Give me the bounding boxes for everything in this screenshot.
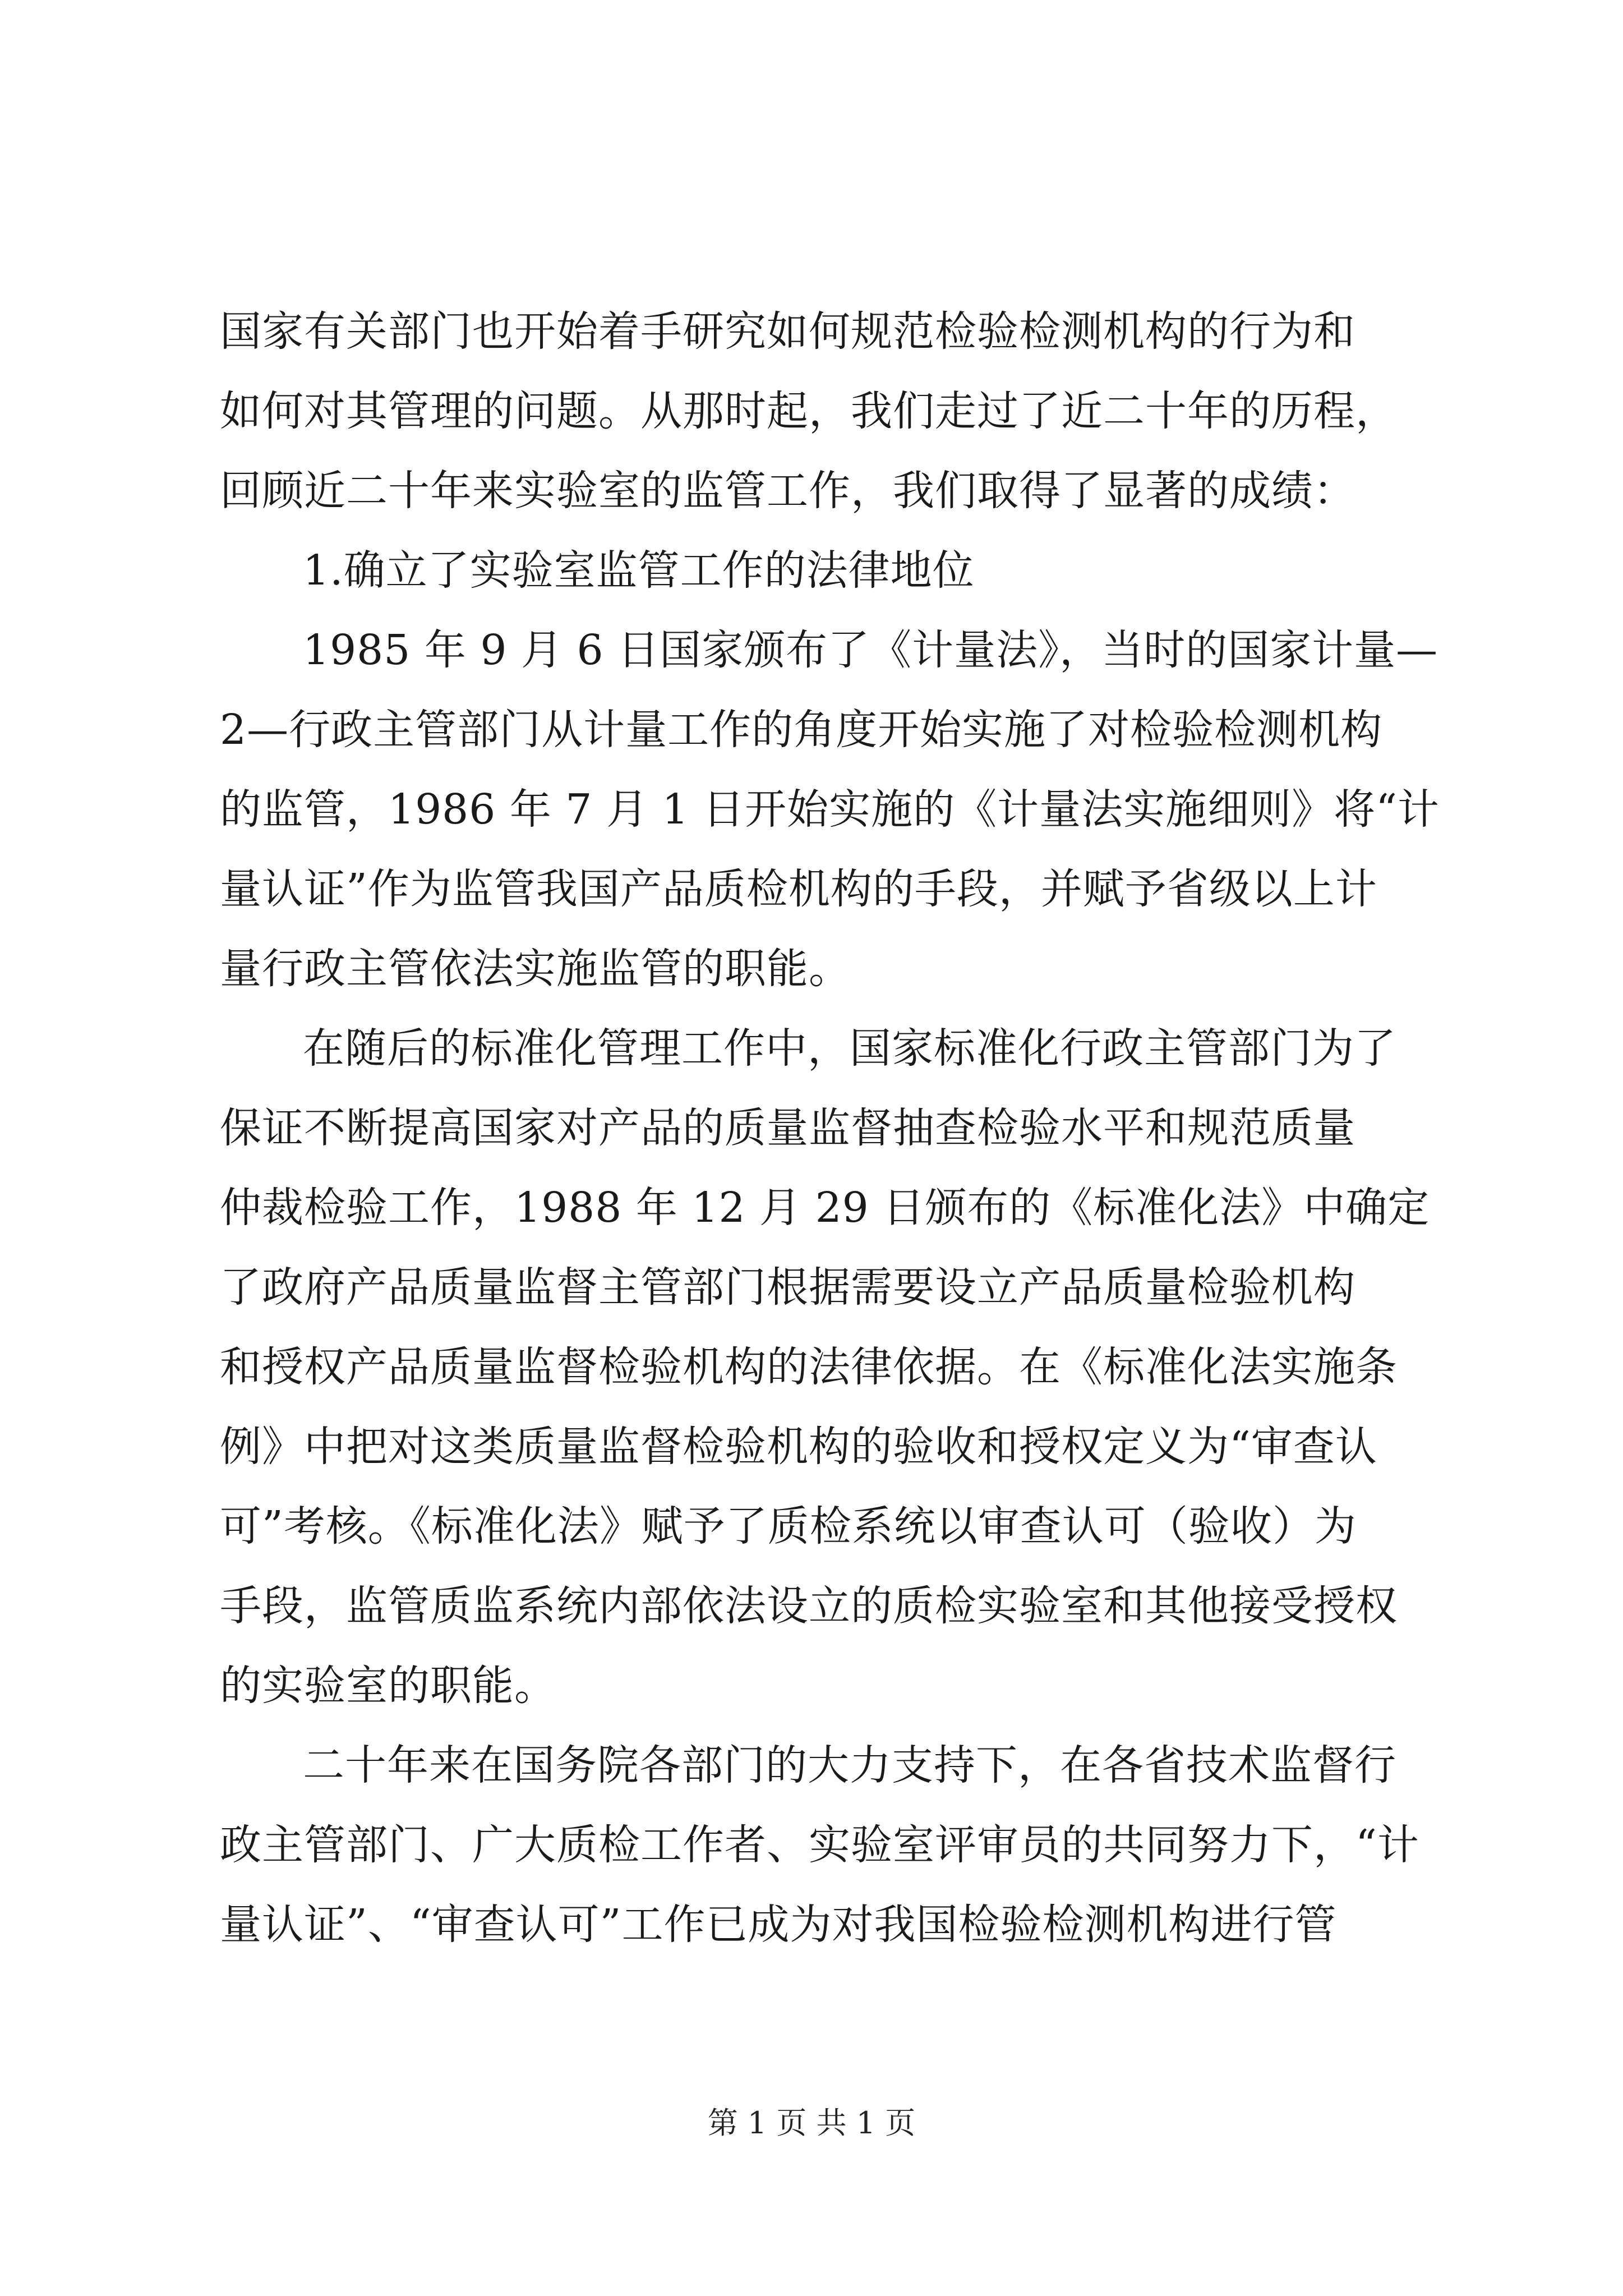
text-line: 和授权产品质量监督检验机构的法律依据。在《标准化法实施条	[220, 1343, 1398, 1391]
text-line: 仲裁检验工作，1988 年 12 月 29 日颁布的《标准化法》中确定	[220, 1184, 1430, 1232]
text-line: 2—行政主管部门从计量工作的角度开始实施了对检验检测机构	[220, 706, 1383, 754]
text-line: 例》中把对这类质量监督检验机构的验收和授权定义为“审查认	[220, 1423, 1377, 1471]
text-line: 量认证”作为监管我国产品质检机构的手段，并赋予省级以上计	[220, 865, 1377, 913]
text-line: 可”考核。《标准化法》赋予了质检系统以审查认可（验收）为	[220, 1502, 1357, 1550]
document-body	[220, 292, 1440, 1964]
text-line: 国家有关部门也开始着手研究如何规范检验检测机构的行为和	[220, 307, 1355, 356]
page-footer	[0, 2104, 1623, 2143]
text-line: 二十年来在国务院各部门的大力支持下，在各省技术监督行	[303, 1741, 1396, 1789]
text-line: 保证不断提高国家对产品的质量监督抽查检验水平和规范质量	[220, 1104, 1355, 1152]
text-line: 政主管部门、广大质检工作者、实验室评审员的共同努力下，“计	[220, 1821, 1419, 1869]
text-line: 如何对其管理的问题。从那时起，我们走过了近二十年的历程，	[220, 387, 1398, 435]
text-line: 量认证”、“审查认可”工作已成为对我国检验检测机构进行管	[220, 1901, 1337, 1949]
text-line: 回顾近二十年来实验室的监管工作，我们取得了显著的成绩：	[220, 467, 1355, 515]
page-number: 第 1 页 共 1 页	[707, 2105, 916, 2141]
text-line: 手段，监管质监系统内部依法设立的质检实验室和其他接受授权	[220, 1582, 1398, 1630]
text-line: 了政府产品质量监督主管部门根据需要设立产品质量检验机构	[220, 1263, 1355, 1312]
section-heading: 1.确立了实验室监管工作的法律地位	[303, 546, 975, 595]
text-line: 在随后的标准化管理工作中，国家标准化行政主管部门为了	[303, 1024, 1396, 1073]
text-line: 1985 年 9 月 6 日国家颁布了《计量法》，当时的国家计量—	[303, 626, 1438, 674]
text-line: 的监管，1986 年 7 月 1 日开始实施的《计量法实施细则》将“计	[220, 785, 1440, 834]
text-line: 的实验室的职能。	[220, 1662, 556, 1710]
text-line: 量行政主管依法实施监管的职能。	[220, 945, 851, 993]
